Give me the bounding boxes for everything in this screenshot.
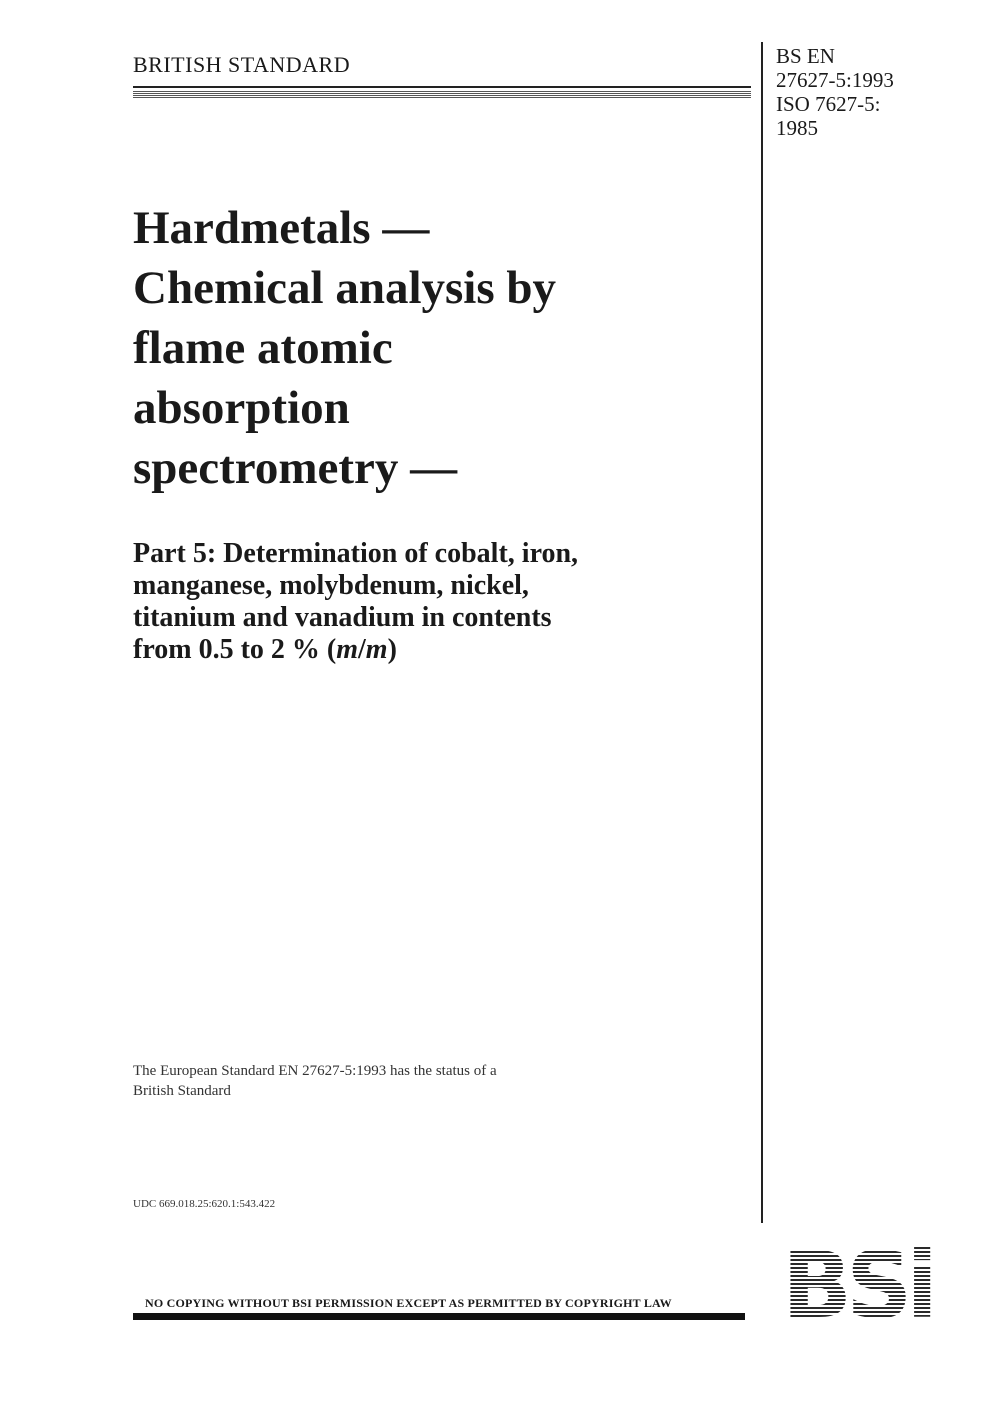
bsi-logo-icon	[768, 1243, 946, 1322]
document-subtitle	[133, 538, 743, 666]
subtitle-text: /	[358, 634, 366, 665]
title-line: spectrometry —	[133, 442, 458, 494]
subtitle-italic-unit: m	[365, 634, 388, 665]
title-line: flame atomic	[133, 322, 393, 374]
identifier-line: 1985	[776, 116, 818, 140]
identifier-line: ISO 7627-5:	[776, 92, 881, 116]
subtitle-line	[133, 634, 743, 666]
status-line: The European Standard EN 27627-5:1993 has the status of a	[133, 1063, 497, 1079]
status-line: British Standard	[133, 1083, 231, 1099]
status-note	[133, 1061, 653, 1101]
subtitle-line: manganese, molybdenum, nickel,	[133, 570, 529, 601]
subtitle-line: titanium and vanadium in contents	[133, 602, 552, 633]
title-line: Chemical analysis by	[133, 262, 557, 314]
header-rule	[133, 86, 751, 88]
subtitle-text: from 0.5 to 2 % (	[133, 634, 337, 665]
subtitle-italic-unit: m	[336, 634, 358, 665]
udc-code: UDC 669.018.25:620.1:543.422	[133, 1198, 276, 1210]
svg-text:BSi: BSi	[782, 1243, 932, 1322]
document-type-label: BRITISH STANDARD	[133, 52, 351, 77]
subtitle-line: Part 5: Determination of cobalt, iron,	[133, 538, 579, 569]
copyright-notice: NO COPYING WITHOUT BSI PERMISSION EXCEPT AS PERMITTED BY COPYRIGHT LAW	[145, 1296, 672, 1310]
column-divider	[761, 42, 763, 1223]
identifier-line: 27627-5:1993	[776, 68, 894, 92]
title-line: absorption	[133, 382, 350, 434]
footer-rule	[133, 1313, 745, 1320]
subtitle-text: )	[387, 634, 397, 665]
title-line: Hardmetals —	[133, 202, 430, 254]
header-hatched-rule	[133, 91, 751, 98]
standard-identifiers	[776, 44, 894, 140]
identifier-line: BS EN	[776, 44, 835, 68]
document-title	[133, 198, 743, 498]
